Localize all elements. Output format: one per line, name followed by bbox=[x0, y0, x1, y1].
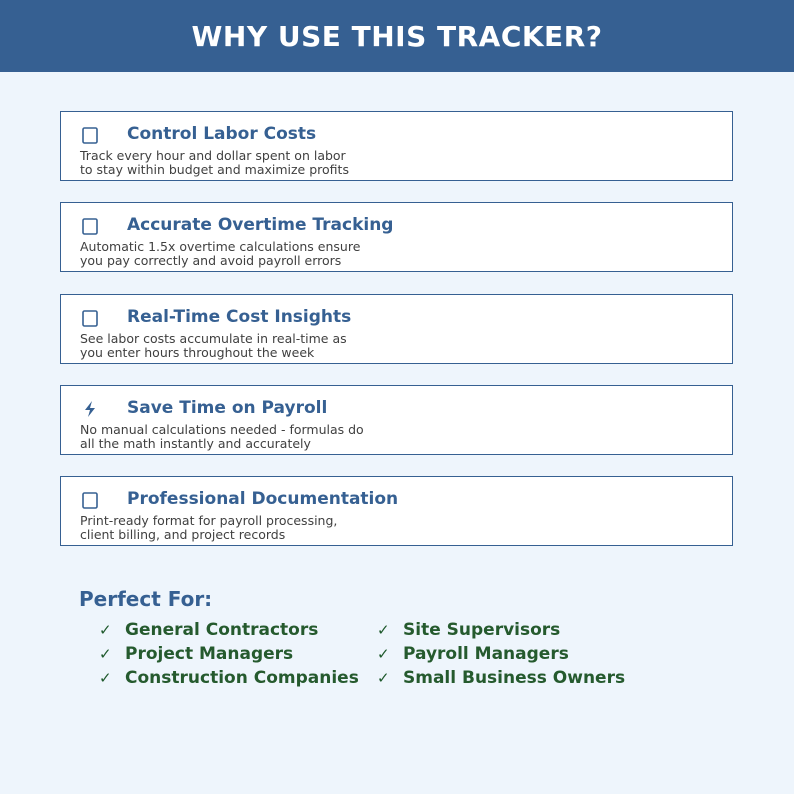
list-item: ✓ Construction Companies bbox=[99, 668, 359, 688]
header-banner bbox=[0, 0, 794, 72]
chart-icon bbox=[79, 307, 101, 329]
benefit-card-documentation bbox=[60, 476, 733, 546]
money-icon bbox=[79, 124, 101, 146]
list-item: ✓ Small Business Owners bbox=[377, 668, 626, 688]
check-icon: ✓ bbox=[377, 621, 390, 639]
list-item: ✓ General Contractors bbox=[99, 620, 319, 640]
benefit-description: See labor costs accumulate in real-time as you enter hours throughout the week bbox=[80, 331, 347, 360]
list-item: ✓ Payroll Managers bbox=[377, 644, 569, 664]
perfect-for-list-left bbox=[99, 618, 359, 690]
check-icon: ✓ bbox=[377, 669, 390, 687]
benefit-description: Track every hour and dollar spent on labor to stay within budget and maximize profits bbox=[80, 148, 349, 177]
list-item: ✓ Project Managers bbox=[99, 644, 294, 664]
check-icon: ✓ bbox=[99, 645, 112, 663]
benefit-title: Save Time on Payroll bbox=[127, 398, 328, 418]
lightning-icon bbox=[79, 398, 101, 420]
perfect-for-list-right bbox=[377, 618, 625, 690]
benefit-card-save-time bbox=[60, 385, 733, 455]
benefit-description: No manual calculations needed - formulas do all the math instantly and accurately bbox=[80, 422, 364, 451]
benefit-title: Accurate Overtime Tracking bbox=[127, 215, 394, 235]
benefit-card-overtime bbox=[60, 202, 733, 272]
benefit-description: Automatic 1.5x overtime calculations ensure you pay correctly and avoid payroll errors bbox=[80, 239, 361, 268]
benefit-description: Print-ready format for payroll processing, client billing, and project records bbox=[80, 513, 338, 542]
benefit-title: Professional Documentation bbox=[127, 489, 399, 509]
list-item: ✓ Site Supervisors bbox=[377, 620, 561, 640]
check-icon: ✓ bbox=[99, 669, 112, 687]
check-icon: ✓ bbox=[377, 645, 390, 663]
page-title: WHY USE THIS TRACKER? bbox=[191, 19, 603, 53]
perfect-for-heading: Perfect For: bbox=[79, 587, 213, 611]
benefit-card-labor-costs bbox=[60, 111, 733, 181]
benefit-card-insights bbox=[60, 294, 733, 364]
benefit-title: Real-Time Cost Insights bbox=[127, 307, 352, 327]
check-icon: ✓ bbox=[99, 621, 112, 639]
benefit-title: Control Labor Costs bbox=[127, 124, 317, 144]
document-icon bbox=[79, 489, 101, 511]
clock-icon bbox=[79, 215, 101, 237]
